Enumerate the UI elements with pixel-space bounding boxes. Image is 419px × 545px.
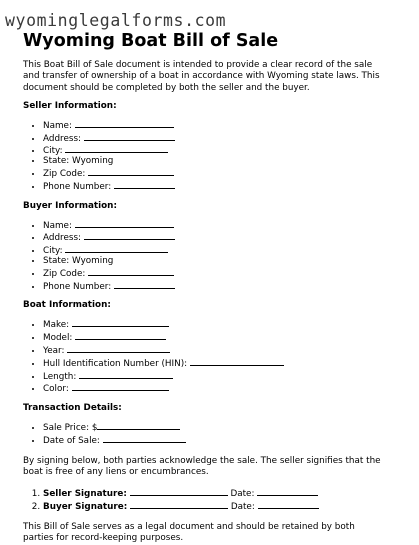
sale-price-line[interactable]: [97, 421, 180, 430]
transaction-heading: Transaction Details:: [23, 403, 122, 414]
seller-zip-line[interactable]: [88, 167, 174, 176]
site-watermark: wyominglegalforms.com: [5, 11, 227, 30]
boat-make-label: Make:: [43, 320, 70, 331]
list-item: [43, 421, 408, 434]
seller-section: [23, 101, 408, 193]
buyer-signature-line[interactable]: [130, 500, 228, 509]
buyer-zip-line[interactable]: [88, 267, 174, 276]
boat-heading: Boat Information:: [23, 300, 111, 311]
boat-section: [23, 300, 408, 395]
seller-zip-label: Zip Code:: [43, 169, 86, 180]
boat-model-line[interactable]: [75, 331, 166, 340]
boat-hin-line[interactable]: [190, 357, 284, 366]
signature-list: [23, 487, 408, 513]
list-item: [43, 370, 408, 383]
boat-color-label: Color:: [43, 384, 69, 395]
sale-date-line[interactable]: [103, 434, 186, 443]
list-item: [43, 267, 408, 280]
buyer-address-label: Address:: [43, 233, 81, 244]
intro-paragraph: This Boat Bill of Sale document is intended to provide a clear record of the sale and transfer of ownership of a boat in accordance with Wyoming state laws. This document should be completed by both the seller and the buyer.: [23, 60, 380, 93]
boat-year-label: Year:: [43, 346, 65, 357]
list-item: [43, 257, 408, 267]
seller-city-label: City:: [43, 146, 63, 157]
boat-fields: [23, 318, 408, 395]
list-item: [43, 434, 408, 447]
seller-heading: Seller Information:: [23, 100, 117, 111]
list-item: [43, 119, 408, 132]
sale-date-label: Date of Sale:: [43, 436, 100, 447]
buyer-heading: Buyer Information:: [23, 200, 117, 211]
list-item: [43, 318, 408, 331]
seller-date-line[interactable]: [257, 487, 318, 496]
buyer-city-line[interactable]: [65, 244, 168, 253]
buyer-state-label: State: Wyoming: [43, 256, 114, 267]
boat-length-line[interactable]: [79, 370, 173, 379]
list-item: [43, 344, 408, 357]
buyer-phone-line[interactable]: [114, 280, 175, 289]
seller-address-line[interactable]: [84, 132, 175, 141]
seller-signature-label: Seller Signature:: [43, 489, 127, 500]
buyer-city-label: City:: [43, 246, 63, 257]
boat-make-line[interactable]: [72, 318, 169, 327]
seller-state-label: State: Wyoming: [43, 156, 114, 167]
list-item: [43, 382, 408, 395]
closing-paragraph: This Bill of Sale serves as a legal document and should be retained by both parties for record-keeping purposes.: [23, 522, 355, 544]
seller-phone-label: Phone Number:: [43, 181, 112, 192]
buyer-date-line[interactable]: [258, 500, 319, 509]
seller-fields: [23, 119, 408, 193]
list-item: [43, 219, 408, 232]
seller-signature-line[interactable]: [130, 487, 228, 496]
document-title: Wyoming Boat Bill of Sale: [23, 31, 279, 51]
buyer-name-label: Name:: [43, 220, 72, 231]
buyer-fields: [23, 219, 408, 293]
boat-length-label: Length:: [43, 371, 77, 382]
list-item: [43, 500, 408, 513]
buyer-address-line[interactable]: [84, 231, 175, 240]
list-item: [43, 231, 408, 244]
sale-price-label: Sale Price: $: [43, 423, 98, 434]
list-item: [43, 280, 408, 293]
list-item: [43, 132, 408, 145]
list-item: [43, 157, 408, 167]
seller-date-label: Date:: [230, 489, 255, 500]
buyer-signature-label: Buyer Signature:: [43, 502, 128, 513]
list-item: [43, 331, 408, 344]
list-item: [43, 487, 408, 500]
boat-model-label: Model:: [43, 333, 73, 344]
list-item: [43, 167, 408, 180]
document-page: [23, 31, 408, 545]
buyer-section: [23, 201, 408, 293]
list-item: [43, 357, 408, 370]
boat-color-line[interactable]: [72, 382, 169, 391]
acknowledgment-paragraph: By signing below, both parties acknowledge the sale. The seller signifies that the boat is free of any liens or encumbrances.: [23, 455, 381, 478]
buyer-date-label: Date:: [230, 502, 255, 513]
seller-address-label: Address:: [43, 133, 81, 144]
transaction-section: [23, 403, 408, 447]
boat-year-line[interactable]: [67, 344, 170, 353]
buyer-phone-label: Phone Number:: [43, 281, 112, 292]
transaction-fields: [23, 421, 408, 447]
boat-hin-label: Hull Identification Number (HIN):: [43, 358, 188, 369]
seller-phone-line[interactable]: [114, 180, 175, 189]
seller-name-label: Name:: [43, 120, 72, 131]
seller-name-line[interactable]: [75, 119, 174, 128]
buyer-name-line[interactable]: [75, 219, 174, 228]
seller-city-line[interactable]: [65, 144, 168, 153]
list-item: [43, 180, 408, 193]
buyer-zip-label: Zip Code:: [43, 268, 86, 279]
